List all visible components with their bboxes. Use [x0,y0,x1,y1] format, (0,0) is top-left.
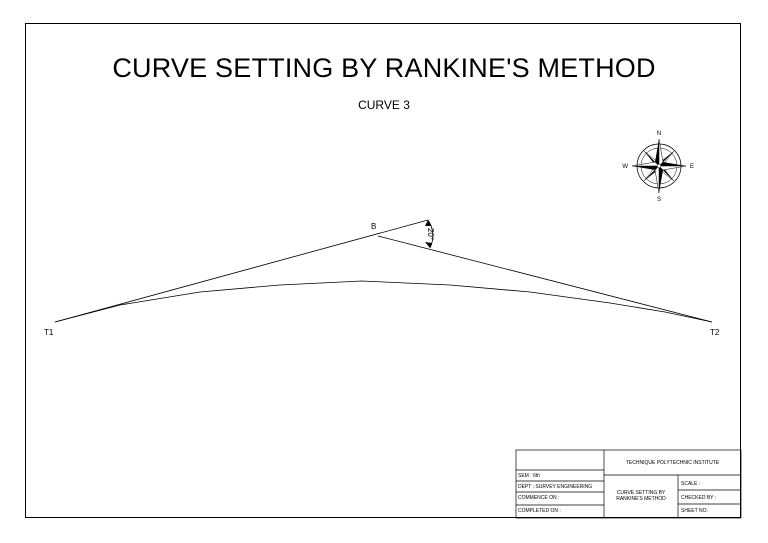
arc-arrow-bottom [425,242,432,248]
tb-sem: SEM : 6th [518,473,540,479]
drawing-subtitle: CURVE 3 [358,98,410,112]
tb-commence: COMMENCE ON : [518,495,560,501]
compass-label-s: S [656,197,662,203]
deflection-angle-label: 20° [426,227,435,241]
point-label-b: B [371,222,377,231]
point-label-t1: T1 [44,328,54,337]
circular-curve [55,281,712,322]
tangent-line-back [55,220,428,322]
drawing-title: CURVE SETTING BY RANKINE'S METHOD [112,53,656,83]
compass-label-e: E [690,164,695,170]
point-label-t2: T2 [710,328,720,337]
tb-dept: DEPT : SURVEY ENGINEERING [518,484,593,490]
tb-drawing-title-line2: RANKINE'S METHOD [616,496,666,502]
compass-rose-icon [632,139,686,193]
tb-institute: TECHNIQUE POLYTECHNIC INSTITUTE [625,460,720,466]
compass-label-w: W [622,164,628,170]
tb-drawing-title-line1: CURVE SETTING BY [616,490,666,496]
tb-scale: SCALE : [681,481,701,487]
tb-completed: COMPLETED ON : [518,508,561,514]
compass-label-n: N [656,131,662,137]
tb-sheet: SHEET NO. [681,508,708,514]
tb-checked: CHECKED BY : [681,495,717,501]
tangent-line-forward [378,236,712,322]
